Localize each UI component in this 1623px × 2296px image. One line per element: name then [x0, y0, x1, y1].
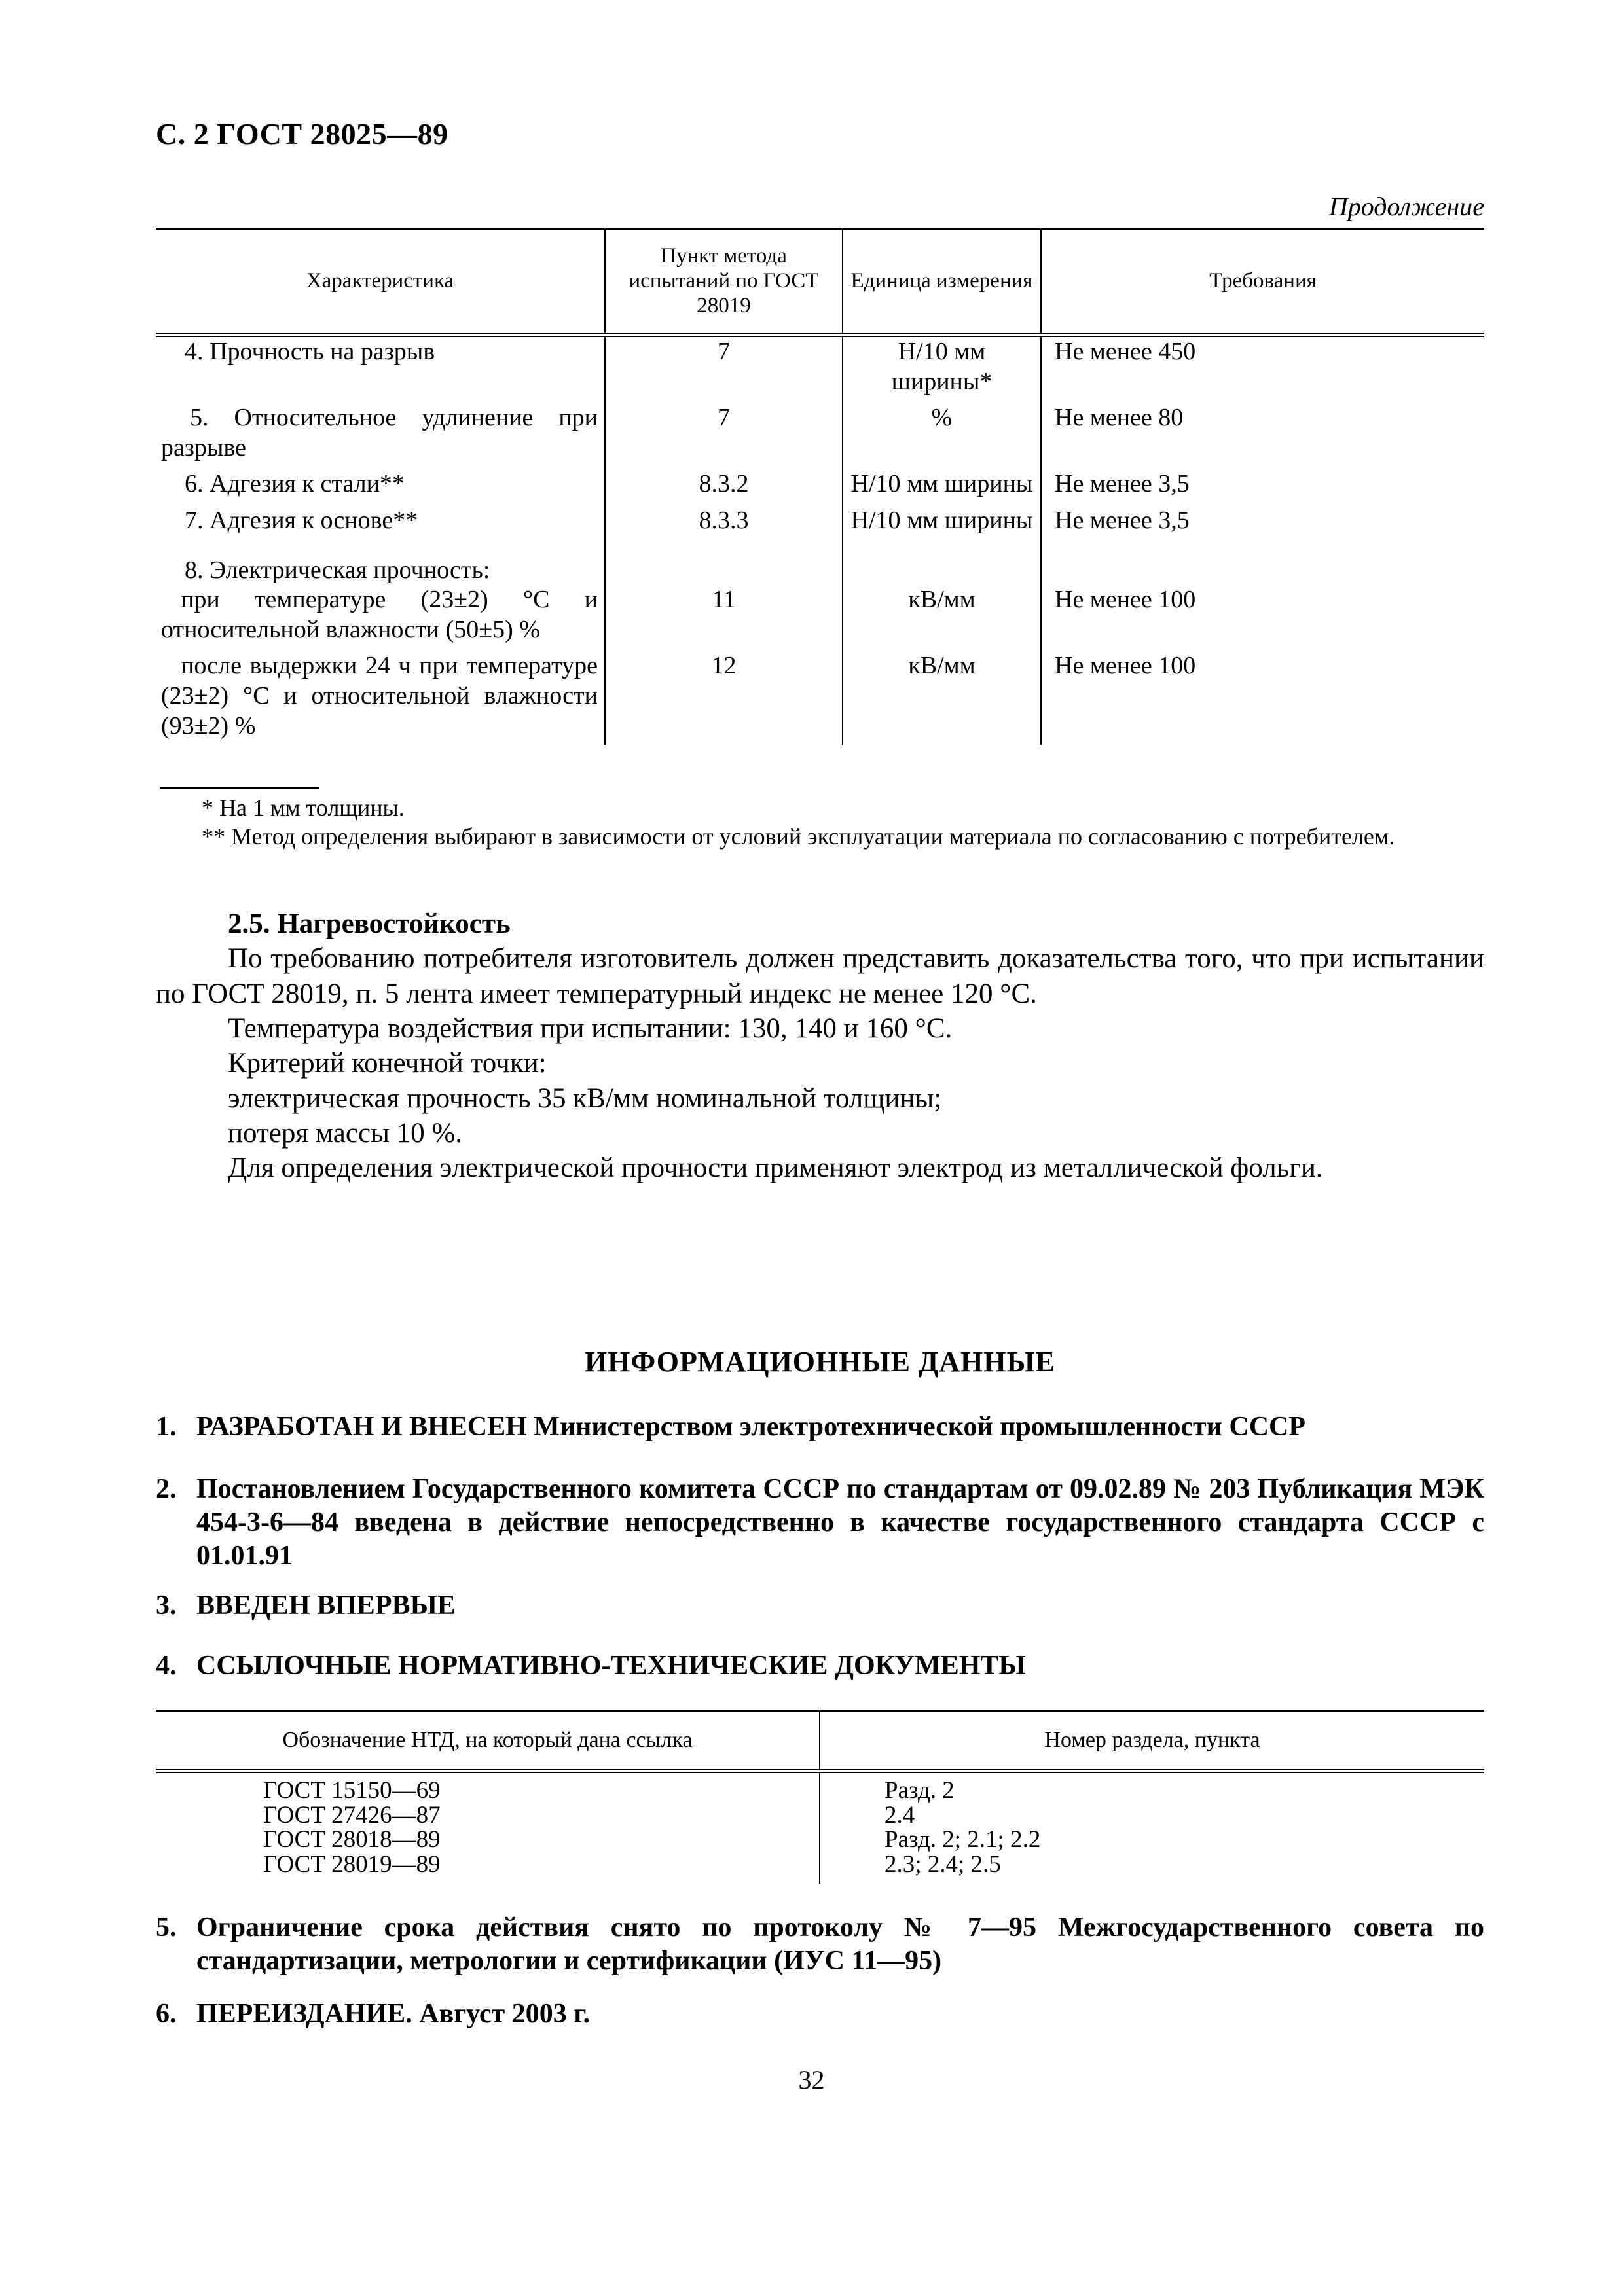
references-table: [156, 1710, 1484, 1884]
cell-unit: Н/10 мм ширины*: [843, 335, 1041, 397]
paragraph: потеря массы 10 %.: [228, 1117, 462, 1149]
table-row: [156, 1803, 1484, 1828]
cell-characteristic: при температуре (23±2) °С и относительной влажности (50±5) %: [161, 586, 598, 643]
info-item-number: 1.: [156, 1412, 177, 1442]
info-item: [156, 1911, 1484, 1978]
info-item: [156, 1473, 1484, 1573]
cell-section: 2.4: [820, 1803, 1484, 1828]
continuation-label: Продолжение: [1328, 192, 1484, 221]
info-item-number: 6.: [156, 1999, 177, 2029]
footnotes: [156, 794, 1484, 852]
paragraph: Температура воздействия при испытании: 130, 140 и 160 °С.: [228, 1013, 953, 1044]
info-item-number: 5.: [156, 1912, 177, 1943]
cell-characteristic: после выдержки 24 ч при температуре (23±2) °С и относительной влажности (93±2) %: [161, 652, 598, 740]
table-row: [156, 463, 1484, 499]
cell-requirement: Не менее 450: [1041, 335, 1484, 397]
cell-unit: %: [843, 397, 1041, 463]
paragraph: Критерий конечной точки:: [228, 1048, 547, 1079]
info-item-text: ПЕРЕИЗДАНИЕ. Август 2003 г.: [196, 1999, 591, 2029]
info-item-text: Ограничение срока действия снято по протоколу № 7—95 Межгосударственного совета по стандартизации, метрологии и сертификации (ИУС 11—95): [196, 1912, 1484, 1977]
table-header-row: [156, 229, 1484, 336]
table-row: [156, 335, 1484, 397]
table-row: [156, 1827, 1484, 1852]
cell-document: ГОСТ 28018—89: [263, 1826, 441, 1854]
footnote: ** Метод определения выбирают в зависимости от условий эксплуатации материала по согласованию с потребителем.: [202, 823, 1395, 850]
cell-unit: Н/10 мм ширины: [843, 499, 1041, 536]
cell-requirement: Не менее 3,5: [1041, 499, 1484, 536]
page-number: 32: [798, 2065, 825, 2094]
paragraph: Для определения электрической прочности применяют электрод из металлической фольги.: [228, 1153, 1323, 1184]
info-item: [156, 1589, 1484, 1623]
table-row: [156, 499, 1484, 536]
cell-method: 8.3.2: [605, 463, 843, 499]
paragraph: электрическая прочность 35 кВ/мм номинальной толщины;: [228, 1083, 942, 1114]
info-item-text: ВВЕДЕН ВПЕРВЫЕ: [196, 1590, 456, 1621]
table-header-row: [156, 1711, 1484, 1772]
characteristics-table: [156, 228, 1484, 745]
table-row: [156, 1771, 1484, 1803]
table-row: [156, 585, 1484, 645]
cell-characteristic: 5. Относительное удлинение при разрыве: [161, 404, 598, 461]
table-row: [156, 1852, 1484, 1884]
cell-requirement: Не менее 80: [1041, 397, 1484, 463]
table-row: [156, 645, 1484, 745]
cell-method: 11: [605, 585, 843, 645]
footnote-separator: [160, 787, 319, 789]
cell-requirement: Не менее 100: [1041, 585, 1484, 645]
column-header-document: Обозначение НТД, на который дана ссылка: [156, 1711, 820, 1772]
info-item: [156, 1649, 1484, 1683]
info-item: [156, 1410, 1484, 1444]
column-header-method: Пункт метода испытаний по ГОСТ 28019: [605, 229, 843, 336]
info-item-number: 4.: [156, 1651, 177, 1681]
cell-unit: кВ/мм: [843, 645, 1041, 745]
info-item-number: 3.: [156, 1590, 177, 1621]
cell-document: ГОСТ 27426—87: [263, 1801, 441, 1829]
cell-method: 12: [605, 645, 843, 745]
cell-requirement: Не менее 100: [1041, 645, 1484, 745]
table-row: [156, 397, 1484, 463]
cell-characteristic: 8. Электрическая прочность:: [185, 556, 490, 584]
column-header-unit: Единица измерения: [843, 229, 1041, 336]
cell-characteristic: 6. Адгезия к стали**: [185, 470, 405, 498]
column-header-characteristic: Характеристика: [156, 229, 605, 336]
info-item: [156, 1998, 1484, 2031]
section-2-5: [156, 906, 1484, 1186]
cell-section: Разд. 2; 2.1; 2.2: [820, 1827, 1484, 1852]
info-item-text: Постановлением Государственного комитета СССР по стандартам от 09.02.89 № 203 Публикация МЭК 454-3-6—84 введена в действие непосредственно в качестве государственного стандарта СССР с 01.01.91: [196, 1474, 1484, 1571]
cell-method: 8.3.3: [605, 499, 843, 536]
cell-document: ГОСТ 28019—89: [263, 1851, 441, 1878]
cell-unit: Н/10 мм ширины: [843, 463, 1041, 499]
cell-section: 2.3; 2.4; 2.5: [820, 1852, 1484, 1884]
info-item-text: РАЗРАБОТАН И ВНЕСЕН Министерством электротехнической промышленности СССР: [196, 1412, 1306, 1442]
cell-characteristic: 7. Адгезия к основе**: [185, 506, 418, 534]
paragraph: По требованию потребителя изготовитель должен представить доказательства того, что при испытании по ГОСТ 28019, п. 5 лента имеет температурный индекс не менее 120 °С.: [156, 943, 1484, 1009]
cell-requirement: [1041, 536, 1484, 586]
info-title: ИНФОРМАЦИОННЫЕ ДАННЫЕ: [584, 1346, 1056, 1378]
cell-method: [605, 536, 843, 586]
table-row: [156, 536, 1484, 586]
footnote: * На 1 мм толщины.: [202, 795, 405, 821]
info-item-number: 2.: [156, 1474, 177, 1504]
column-header-section: Номер раздела, пункта: [820, 1711, 1484, 1772]
cell-method: 7: [605, 335, 843, 397]
cell-unit: [843, 536, 1041, 586]
cell-method: 7: [605, 397, 843, 463]
page-header: С. 2 ГОСТ 28025—89: [156, 117, 448, 151]
cell-section: Разд. 2: [820, 1771, 1484, 1803]
cell-requirement: Не менее 3,5: [1041, 463, 1484, 499]
info-item-text: ССЫЛОЧНЫЕ НОРМАТИВНО-ТЕХНИЧЕСКИЕ ДОКУМЕНТЫ: [196, 1651, 1026, 1681]
cell-characteristic: 4. Прочность на разрыв: [185, 338, 435, 365]
cell-document: ГОСТ 15150—69: [263, 1777, 441, 1804]
section-title: 2.5. Нагревостойкость: [228, 908, 511, 939]
cell-unit: кВ/мм: [843, 585, 1041, 645]
column-header-requirement: Требования: [1041, 229, 1484, 336]
